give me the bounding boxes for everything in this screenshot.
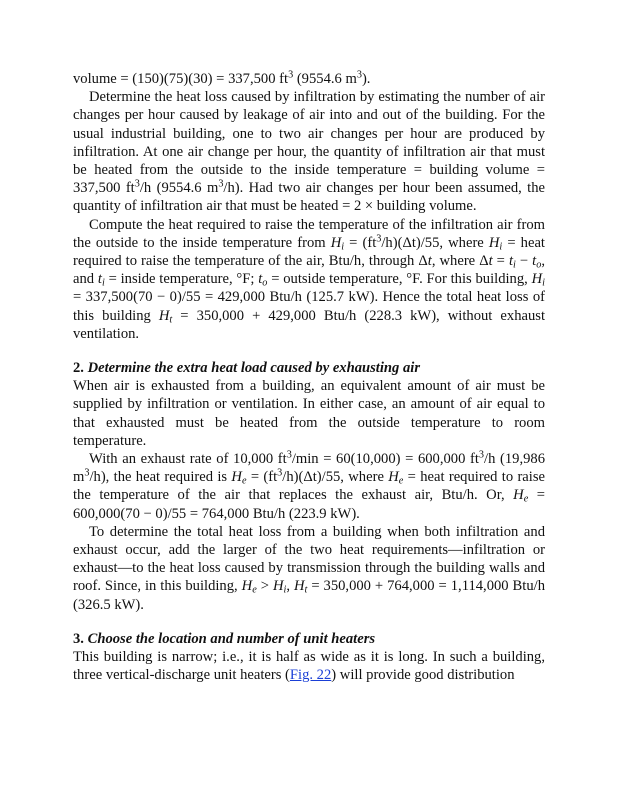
paragraph-heat-required: Compute the heat required to raise the temperature of the infiltration air from the outside to the inside temperature from $H_i = (ft^3/h)(\Delta t)/55$, where $H_i$ = heat required to raise the temperature of the air, Btu/h, through Δt, where $\Delta t = t_i - t_o$, and $t_i$ = inside temperature, °F; $t_o$ = outside temperature, °F. For this building, $H_i = 337,500(70 - 0)/55 = 429,000$ Btu/h (125.7 kW). Hence the total heat loss of this building $H_t = 350,000 + 429,000$ Btu/h (228.3 kW), without exhaust ventilation. <box>73 216 545 342</box>
paragraph-volume: volume = (150)(75)(30) = 337,500 $ft^3$ (9554.6 $m^3$). <box>73 69 371 87</box>
section-heading-unit-heaters: 3. Choose the location and number of unit heaters <box>73 630 376 647</box>
paragraph-infiltration: Determine the heat loss caused by infiltration by estimating the number of air changes per hour caused by leakage of air into and out of the building. For the usual industrial building, one to two air changes per hour are produced by infiltration. At one air change per hour, the quantity of infiltration air that must be heated from the outside to the inside temperature = building volume = 337,500 $ft^3/h$ (9554.6 $m^3/h$). Had two air changes per hour been assumed, the quantity of infiltration air that must be heated = 2 × building volume. <box>73 89 545 215</box>
figure-22-link[interactable]: Fig. 22 <box>289 667 332 684</box>
paragraph-exhaust-rate: With an exhaust rate of 10,000 $ft^3/\min = 60(10,000) = 600,000$ $ft^3/h$ (19,986 $m^3/h$), the heat required is $H_e = (ft^3/h)(\Delta t)/55$, where $H_e$ = heat required to raise the temperature of the air that replaces the exhaust air, Btu/h. Or, $H_e = 600,000(70 - 0)/55 = 764,000$ Btu/h (223.9 kW). <box>73 449 545 522</box>
paragraph-unit-heaters: This building is narrow; i.e., it is half as wide as it is long. In such a building, three vertical-discharge unit heaters (Fig. 22) will provide good distribution <box>73 649 545 684</box>
paragraph-exhaust-intro: When air is exhausted from a building, an equivalent amount of air must be supplied by infiltration or ventilation. In either case, an amount of air equal to that exhausted must be heated from the outside temperature to room temperature. <box>73 378 545 449</box>
document-page <box>73 70 545 685</box>
section-heading-exhaust: 2. Determine the extra heat load caused by exhausting air <box>73 360 421 377</box>
paragraph-total-heat-loss: To determine the total heat loss from a building when both infiltration and exhaust occur, add the larger of the two heat requirements—infiltration or exhaust—to the heat loss caused by transmission through the building walls and roof. Since, in this building, $H_e > H_i$, $H_t = 350,000 + 764,000 = 1,114,000$ Btu/h (326.5 kW). <box>73 523 545 613</box>
